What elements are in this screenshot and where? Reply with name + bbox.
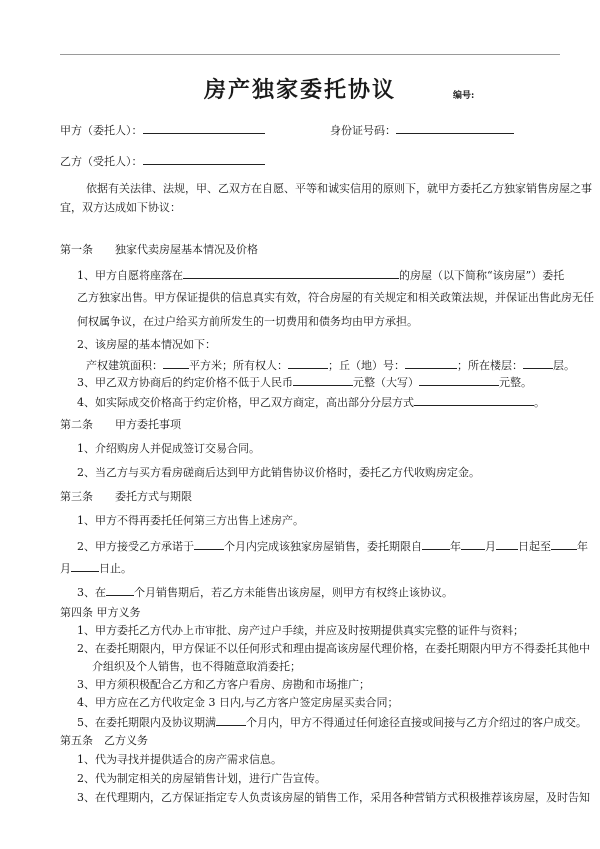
article-3-clause-3 <box>77 584 453 600</box>
start-year-blank <box>422 538 450 550</box>
property-details-line <box>86 357 575 373</box>
clause-text: 2、甲方接受乙方承诺于 <box>77 540 194 553</box>
clause-text: 个月内，甲方不得通过任何途径直接或间接与乙方介绍过的客户成交。 <box>246 716 587 729</box>
article-2-clause-2: 2、当乙方与买方看房磋商后达到甲方此销售协议价格时，委托乙方代收购房定金。 <box>77 466 480 479</box>
document-title: 房产独家委托协议 <box>203 77 396 103</box>
id-number-line <box>330 122 514 138</box>
clause-text: 月 <box>485 540 496 553</box>
intro-line-2: 宜，双方达成如下协议： <box>60 201 181 214</box>
months-blank <box>194 538 224 550</box>
article-4-clause-2-line-2: 介组织及个人销售，也不得随意取消委托； <box>92 660 301 673</box>
address-blank <box>183 267 399 279</box>
article-4-clause-5 <box>77 714 587 730</box>
party-a-label: 甲方（委托人）： <box>60 124 143 137</box>
clause-text: 年 <box>450 540 461 553</box>
article-3-clause-2-line-1 <box>77 538 588 554</box>
clause-text: 日起至 <box>518 540 551 553</box>
article-4-clause-2-line-1: 2、在委托期限内，甲方保证不以任何形式和理由提高该房屋代理价格，在委托期限内甲方不得委托其他中 <box>77 642 590 655</box>
end-year-blank <box>551 538 577 550</box>
article-4-heading: 第四条 甲方义务 <box>60 606 141 619</box>
start-month-blank <box>461 538 485 550</box>
clause-text: 月 <box>60 562 71 575</box>
article-5-heading: 第五条 乙方义务 <box>60 734 148 747</box>
clause-text: ；所在楼层： <box>457 359 523 372</box>
id-number-blank <box>396 122 514 134</box>
post-term-months-blank <box>216 714 246 726</box>
party-a-blank <box>143 122 265 134</box>
clause-text: 个月内完成该独家房屋销售，委托期限自 <box>224 540 422 553</box>
clause-text: 。 <box>534 396 545 409</box>
clause-text: 年 <box>577 540 588 553</box>
clause-text: 产权建筑面积： <box>86 359 163 372</box>
price-words-blank <box>419 374 499 386</box>
price-blank <box>293 374 353 386</box>
party-b-blank <box>143 153 265 165</box>
intro-line-1: 依据有关法律、法规，甲、乙双方在自愿、平等和诚实信用的原则下，就甲方委托乙方独家销售房屋之事 <box>86 182 592 195</box>
end-day-blank <box>71 560 99 572</box>
start-day-blank <box>496 538 518 550</box>
sale-period-blank <box>106 584 134 596</box>
article-2-clause-1: 1、介绍购房人并促成签订交易合同。 <box>77 442 260 455</box>
id-number-label: 身份证号码： <box>330 124 396 137</box>
article-1-clause-3 <box>77 374 532 390</box>
article-5-clause-3: 3、在代理期内，乙方保证指定专人负责该房屋的销售工作，采用各种营销方式积极推荐该房屋，及时告知 <box>77 791 590 804</box>
article-1-clause-1-line-3: 何权属争议，在过户给买方前所发生的一切费用和债务均由甲方承担。 <box>77 315 418 328</box>
article-1-clause-2: 2、该房屋的基本情况如下： <box>77 338 216 351</box>
clause-text: ；丘（地）号： <box>328 359 405 372</box>
clause-text: 元整（大写） <box>353 376 419 389</box>
article-3-clause-1: 1、甲方不得再委托任何第三方出售上述房产。 <box>77 514 304 527</box>
article-5-clause-2: 2、代为制定相关的房屋销售计划，进行广告宣传。 <box>77 772 326 785</box>
article-3-heading: 第三条 委托方式与期限 <box>60 490 192 503</box>
clause-text: 3、在 <box>77 586 106 599</box>
excess-split-blank <box>414 394 534 406</box>
clause-text: 5、在委托期限内及协议期满 <box>77 716 216 729</box>
header-rule <box>60 54 560 55</box>
article-4-clause-4: 4、甲方应在乙方代收定金 3 日内,与乙方客户签定房屋买卖合同； <box>77 696 399 709</box>
article-1-clause-1-line-1 <box>77 267 564 283</box>
article-1-heading: 第一条 独家代卖房屋基本情况及价格 <box>60 243 258 256</box>
floor-blank <box>523 357 553 369</box>
document-number-label: 编号: <box>453 91 475 101</box>
article-1-clause-4 <box>77 394 545 410</box>
party-b-line <box>60 153 265 169</box>
clause-text: 日止。 <box>99 562 132 575</box>
clause-text: 1、甲方自愿将座落在 <box>77 269 183 282</box>
article-5-clause-1: 1、代为寻找并提供适合的房产需求信息。 <box>77 753 282 766</box>
article-4-clause-1: 1、甲方委托乙方代办上市审批、房产过户手续，并应及时按期提供真实完整的证件与资料； <box>77 624 524 637</box>
lot-number-blank <box>405 357 457 369</box>
clause-text: 元整。 <box>499 376 532 389</box>
owner-blank <box>288 357 328 369</box>
article-3-clause-2-line-2 <box>60 560 132 576</box>
party-b-label: 乙方（受托人）： <box>60 155 143 168</box>
party-a-line <box>60 122 265 138</box>
clause-text: 个月销售期后，若乙方未能售出该房屋，则甲方有权终止该协议。 <box>134 586 453 599</box>
clause-text: 3、甲乙双方协商后的约定价格不低于人民币 <box>77 376 293 389</box>
article-1-clause-1-line-2: 乙方独家出售。甲方保证提供的信息真实有效，符合房屋的有关规定和相关政策法规，并保证出售此房无任 <box>77 291 594 304</box>
clause-text: 的房屋（以下简称“该房屋”）委托 <box>399 269 565 282</box>
clause-text: 平方米；所有权人： <box>189 359 288 372</box>
area-blank <box>163 357 189 369</box>
article-2-heading: 第二条 甲方委托事项 <box>60 418 181 431</box>
clause-text: 层。 <box>553 359 575 372</box>
article-4-clause-3: 3、甲方须积极配合乙方和乙方客户看房、房勘和市场推广； <box>77 678 370 691</box>
clause-text: 4、如实际成交价格高于约定价格，甲乙双方商定，高出部分分层方式 <box>77 396 414 409</box>
